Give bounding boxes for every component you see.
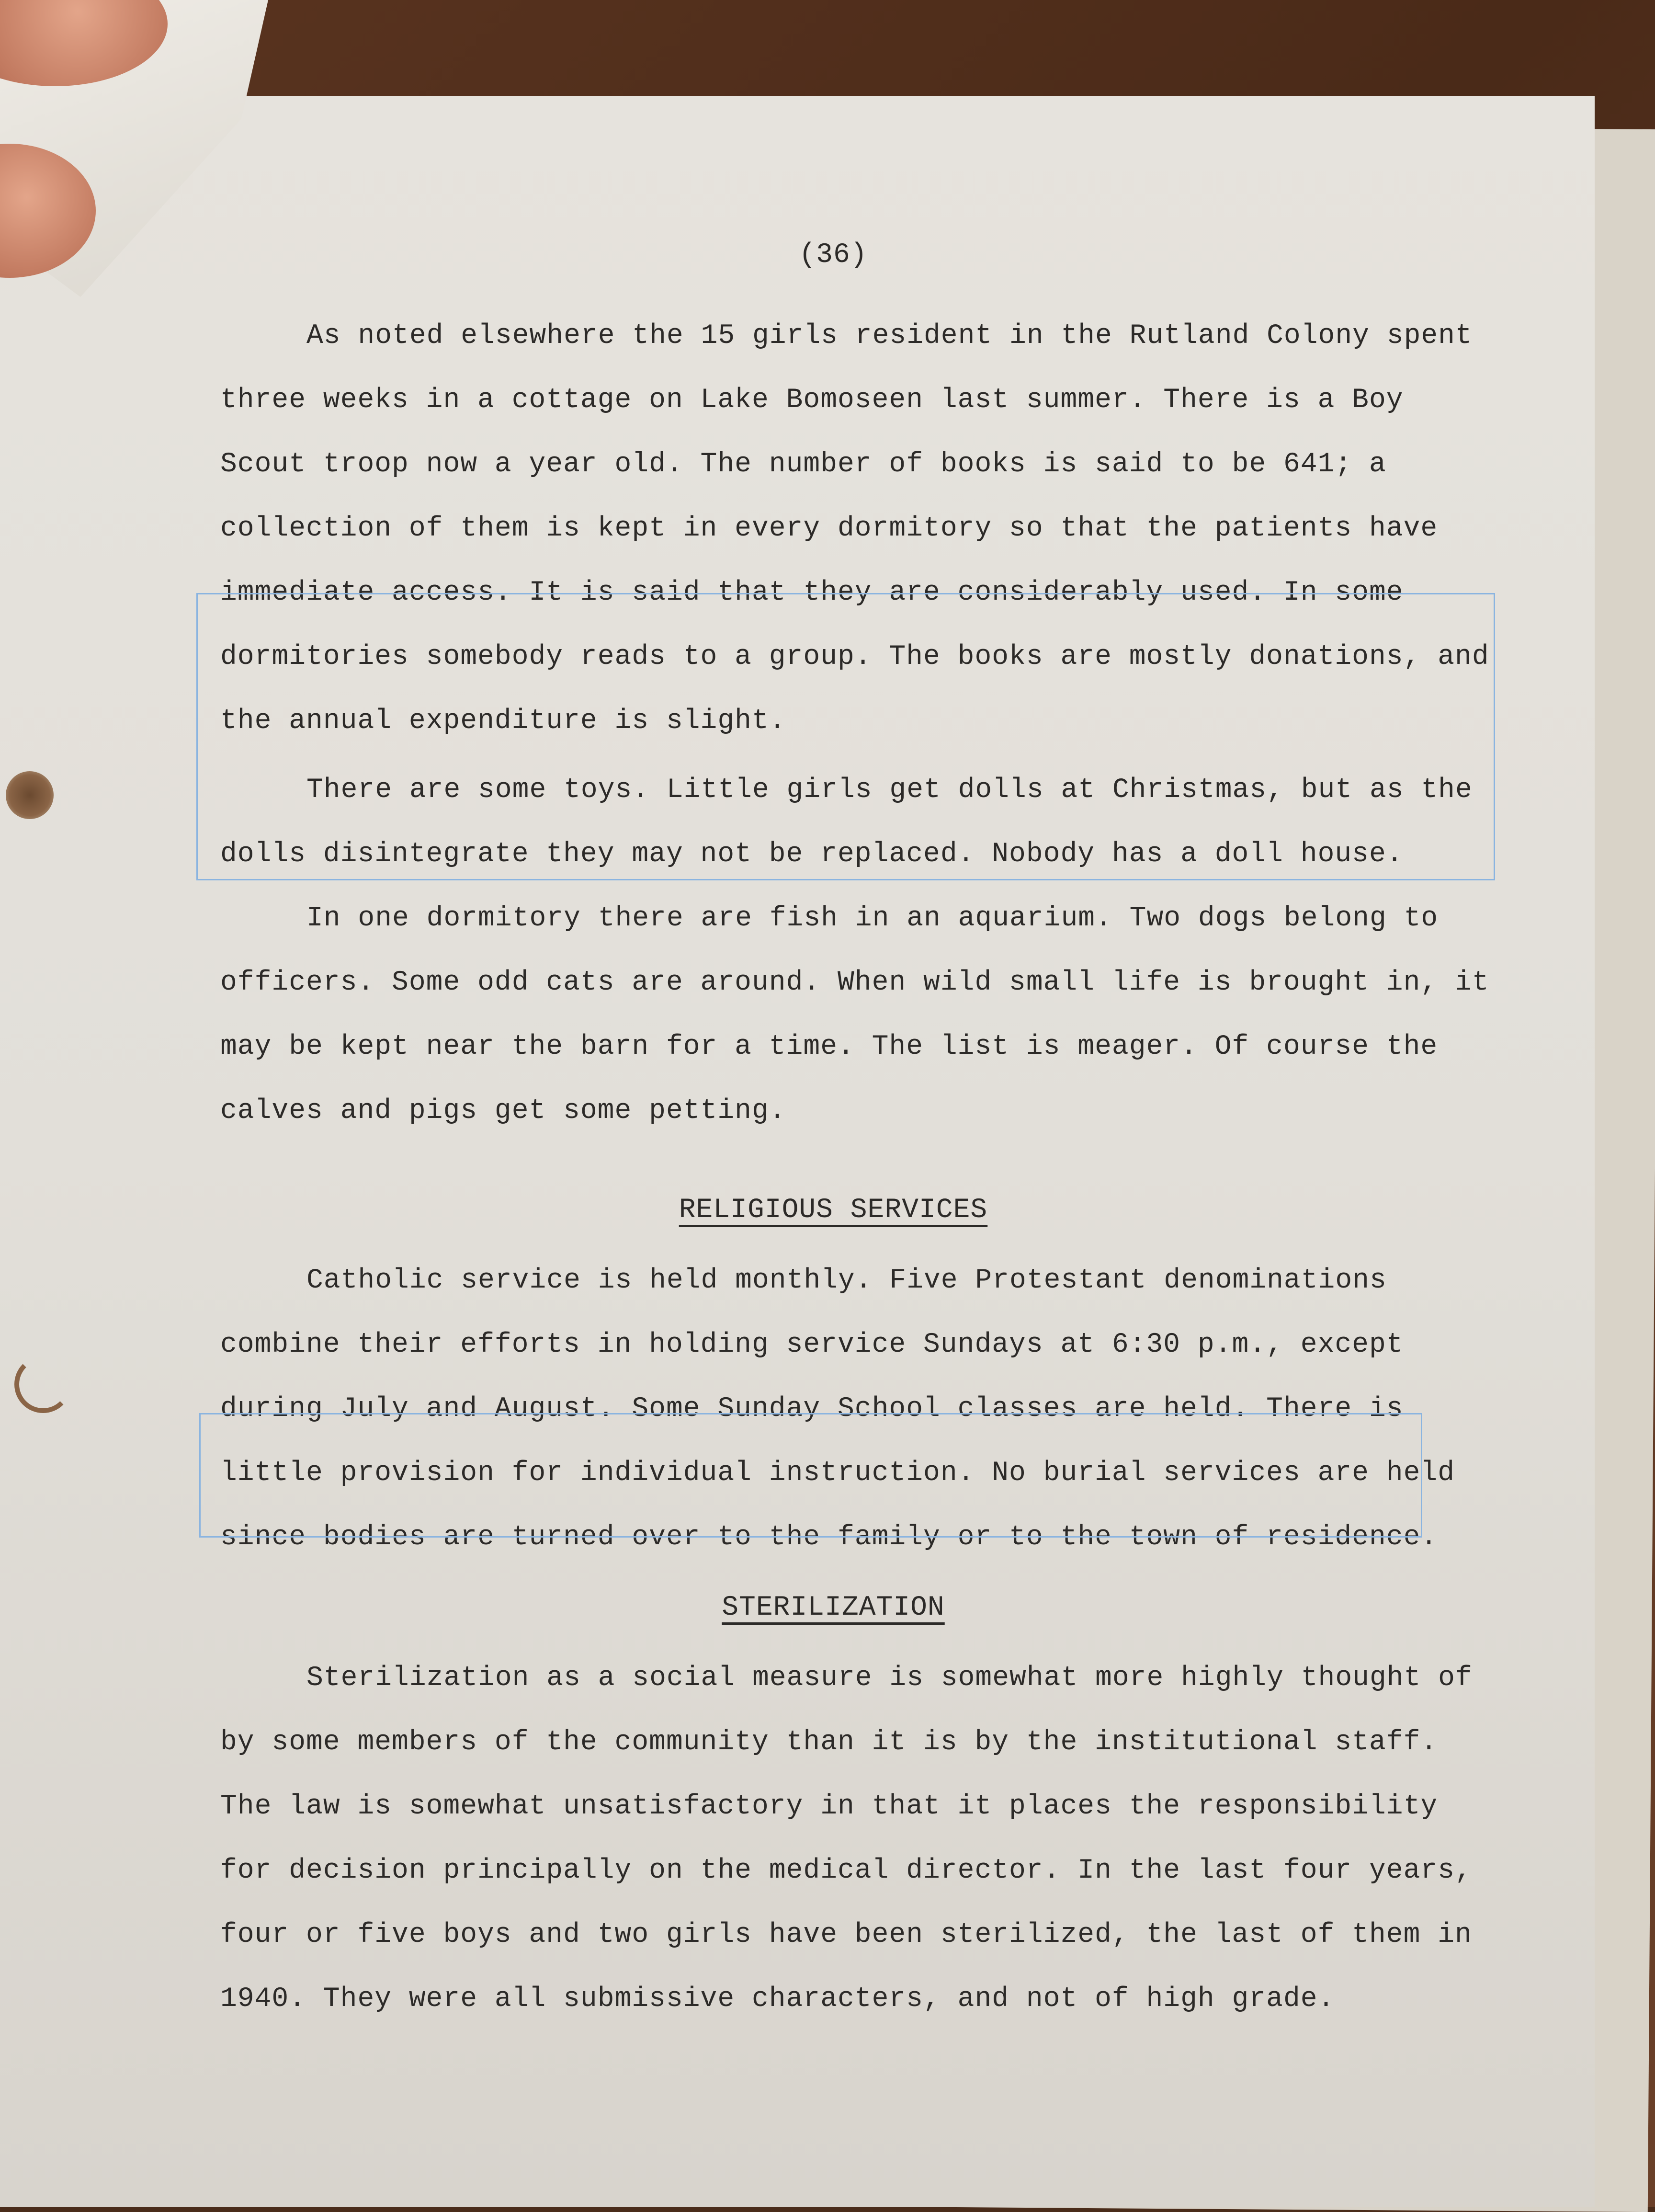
paragraph-religious-services: Catholic service is held monthly. Five Protestant denominations combine their efforts in holding service Sundays at 6:30 p.m., except during July and August. Some Sunday School classes are held. There is little provision for individual instruction. No burial services are held since bodies are turned over to the family or to the town of residence. [220,1265,1455,1553]
selection-box-burial [199,1413,1422,1538]
selection-box-toys [196,593,1495,880]
paragraph-pets: In one dormitory there are fish in an aquarium. Two dogs belong to officers. Some odd cats are around. When wild small life is brought in, it may be kept near the barn for a time. The list is meager. Of course the calves and pigs get some petting. [220,903,1489,1127]
punch-hole-lower [14,1356,72,1413]
punch-hole-upper [6,771,54,819]
paragraph-recreation: As noted elsewhere the 15 girls resident in the Rutland Colony spent three weeks in a cottage on Lake Bomoseen last summer. There is a Boy Scout troop now a year old. The number of books is said to be 641; a collection of them is kept in every dormitory so that the patients have immediate access. It is said that they are considerably used. In some dormitories somebody reads to a group. The books are mostly donations, and the annual expenditure is slight. [220,320,1489,737]
page-content [220,239,1494,2031]
heading-sterilization [220,1579,1446,1637]
heading-religious-services [220,1182,1446,1239]
page-number: (36) [799,239,868,271]
heading-religious-services-text: RELIGIOUS SERVICES [679,1195,988,1226]
heading-sterilization-text: STERILIZATION [722,1592,945,1623]
paragraph-sterilization: Sterilization as a social measure is somewhat more highly thought of by some members of the community than it is by the institutional staff. The law is somewhat unsatisfactory in that it places the responsibility for decision principally on the medical director. In the last four years, four or five boys and two girls have been sterilized, the last of them in 1940. They were all submissive characters, and not of high grade. [220,1663,1473,2015]
paragraph-toys: There are some toys. Little girls get dolls at Christmas, but as the dolls disintegrate they may not be replaced. Nobody has a doll house. [220,775,1473,870]
